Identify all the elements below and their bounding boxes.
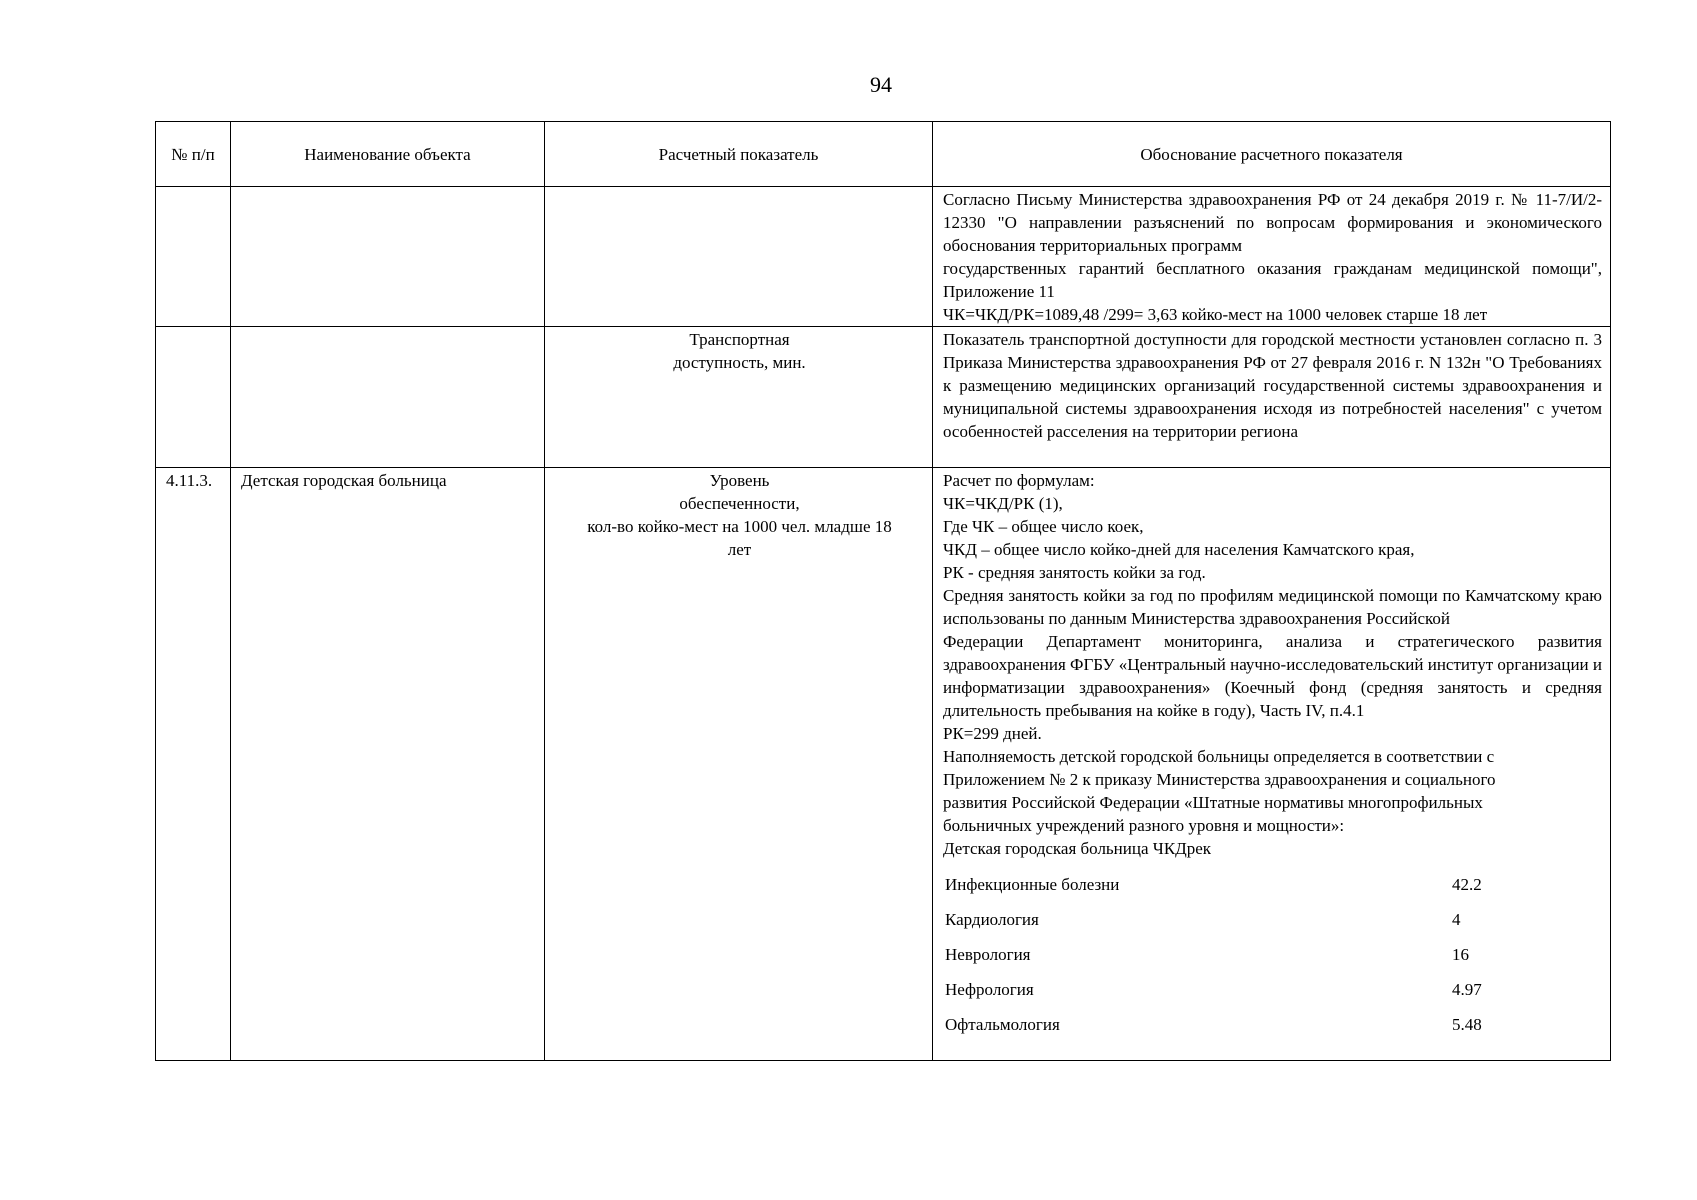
profile-row <box>943 902 1602 937</box>
formula-text: ЧК=ЧКД/РК=1089,48 /299= 3,63 койко-мест на 1000 человек старше 18 лет <box>943 305 1488 324</box>
cell-justification <box>933 187 1611 327</box>
indicator-line: доступность, мин. <box>673 353 806 372</box>
profile-value: 16 <box>1452 945 1469 964</box>
profile-row <box>943 867 1602 902</box>
cell-object-name: Детская городская больница <box>231 468 545 1061</box>
cell-indicator <box>545 327 933 468</box>
page-number: 94 <box>870 72 892 97</box>
profile-value: 4 <box>1452 910 1461 929</box>
indicator-line: кол-во койко-мест на 1000 чел. младше 18 <box>587 517 892 536</box>
rk-value-text: РК=299 дней. <box>943 724 1042 743</box>
cell-justification <box>933 327 1611 468</box>
justification-paragraph: Средняя занятость койки за год по профилям медицинской помощи по Камчатскому краю использованы по данным Министерства здравоохранения Российской <box>943 586 1602 628</box>
text-line: ЧКД – общее число койко-дней для населения Камчатского края, <box>943 540 1415 559</box>
cell-justification <box>933 468 1611 1061</box>
indicator-line: обеспеченности, <box>679 494 800 513</box>
justification-text: Показатель транспортной доступности для городской местности установлен согласно п. 3 Приказа Министерства здравоохранения РФ от 27 февраля 2016 г. N 132н "О Требованиях к размещению медицинских организаций государственной системы здравоохранения и муниципальной системы здравоохранения исходя из потребностей населения" с учетом особенностей расселения на территории региона <box>943 330 1602 441</box>
cell-object-name <box>231 187 545 327</box>
profiles-table <box>943 867 1602 1042</box>
profile-name: Инфекционные болезни <box>945 875 1120 894</box>
header-justification: Обоснование расчетного показателя <box>933 122 1611 187</box>
table-row <box>156 468 1611 1061</box>
profile-name: Кардиология <box>945 910 1039 929</box>
text-line: Расчет по формулам: <box>943 471 1095 490</box>
cell-number <box>156 327 231 468</box>
profile-value: 5.48 <box>1452 1015 1482 1034</box>
justification-text-2: государственных гарантий бесплатного оказания гражданам медицинской помощи", Приложение 11 <box>943 259 1602 301</box>
indicator-line: Уровень <box>709 471 770 490</box>
cell-number <box>156 187 231 327</box>
cell-object-name <box>231 327 545 468</box>
profile-row <box>943 1007 1602 1042</box>
norms-table <box>155 121 1611 1061</box>
text-line: Приложением № 2 к приказу Министерства здравоохранения и социального <box>943 770 1496 789</box>
table-row <box>156 327 1611 468</box>
indicator-line: Транспортная <box>689 330 790 349</box>
text-line: ЧК=ЧКД/РК (1), <box>943 494 1063 513</box>
indicator-line: лет <box>727 540 752 559</box>
profile-row <box>943 937 1602 972</box>
header-object-name: Наименование объекта <box>231 122 545 187</box>
cell-indicator <box>545 187 933 327</box>
text-line: Детская городская больница ЧКДрек <box>943 839 1212 858</box>
header-number: № п/п <box>156 122 231 187</box>
profile-name: Неврология <box>945 945 1031 964</box>
text-line: Где ЧК – общее число коек, <box>943 517 1144 536</box>
header-indicator: Расчетный показатель <box>545 122 933 187</box>
text-line: развития Российской Федерации «Штатные нормативы многопрофильных <box>943 793 1483 812</box>
profile-name: Нефрология <box>945 980 1034 999</box>
cell-indicator <box>545 468 933 1061</box>
text-line: РК - средняя занятость койки за год. <box>943 563 1206 582</box>
table-row <box>156 187 1611 327</box>
profile-value: 42.2 <box>1452 875 1482 894</box>
table-header-row <box>156 122 1611 187</box>
cell-number: 4.11.3. <box>156 468 231 1061</box>
profile-value: 4.97 <box>1452 980 1482 999</box>
justification-text: Согласно Письму Министерства здравоохранения РФ от 24 декабря 2019 г. № 11-7/И/2-12330 "О направлении разъяснений по вопросам формирования и экономического обоснования территориальных программ <box>943 190 1602 255</box>
text-line: больничных учреждений разного уровня и мощности»: <box>943 816 1345 835</box>
profile-row <box>943 972 1602 1007</box>
text-line: Наполняемость детской городской больницы определяется в соответствии с <box>943 747 1495 766</box>
profile-name: Офтальмология <box>945 1015 1060 1034</box>
justification-paragraph: Федерации Департамент мониторинга, анализа и стратегического развития здравоохранения ФГБУ «Центральный научно-исследовательский институт организации и информатизации здравоохранения» (Коечный фонд (средняя занятость и средняя длительность пребывания на койке в году), Часть IV, п.4.1 <box>943 632 1602 720</box>
